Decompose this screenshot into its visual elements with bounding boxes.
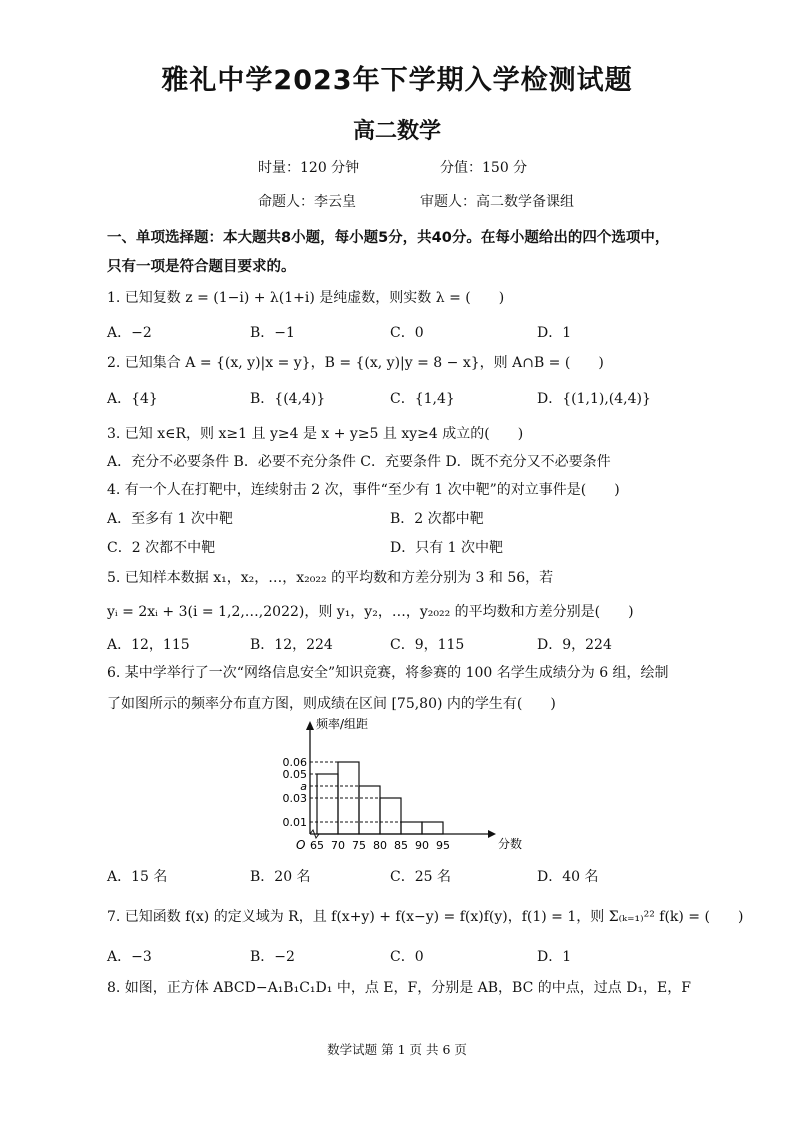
x-tick-label: 75: [352, 839, 366, 852]
exam-author: 命题人：李云皇: [258, 194, 356, 210]
histogram-bar: [380, 798, 401, 834]
question-1: 1. 已知复数 z = (1−i) + λ(1+i) 是纯虚数，则实数 λ = ( ): [107, 290, 505, 306]
section-heading-line2: 只有一项是符合题目要求的。: [107, 259, 296, 275]
x-tick-label: 85: [394, 839, 408, 852]
question-2: 2. 已知集合 A = {(x, y)|x = y}，B = {(x, y)|y = 8 − x}，则 A∩B = ( ): [107, 355, 604, 371]
q7-option-a: A．−3: [107, 949, 152, 965]
y-tick-label: a: [300, 780, 307, 793]
question-6-line1: 6. 某中学举行了一次“网络信息安全”知识竞赛，将参赛的 100 名学生成绩分为 6 组，绘制: [107, 665, 669, 681]
q2-option-a: A．{4}: [107, 391, 158, 407]
q4-option-c: C．2 次都不中靶: [107, 540, 216, 556]
q1-option-a: A．−2: [107, 325, 152, 341]
histogram-bar: [317, 774, 338, 834]
question-3: 3. 已知 x∈R，则 x≥1 且 y≥4 是 x + y≥5 且 xy≥4 成立的( ): [107, 426, 524, 442]
y-tick-label: 0.01: [282, 816, 307, 829]
exam-reviewer: 审题人：高二数学备课组: [420, 194, 574, 210]
question-5-line1: 5. 已知样本数据 x₁，x₂，…，x₂₀₂₂ 的平均数和方差分别为 3 和 56，若: [107, 570, 554, 586]
x-tick-label: 70: [331, 839, 345, 852]
page-subtitle: 高二数学: [352, 119, 441, 144]
histogram-origin: O: [296, 838, 306, 852]
q6-option-a: A．15 名: [107, 869, 168, 885]
q2-option-b: B．{(4,4)}: [250, 391, 326, 407]
y-tick-label: 0.06: [282, 756, 307, 769]
q1-option-b: B．−1: [250, 325, 295, 341]
q7-option-d: D．1: [537, 949, 572, 965]
q1-option-d: D．1: [537, 325, 572, 341]
histogram-bar: [401, 822, 422, 834]
q6-option-d: D．40 名: [537, 869, 599, 885]
q2-option-d: D．{(1,1),(4,4)}: [537, 391, 651, 407]
histogram-x-ticks: [310, 839, 450, 852]
y-tick-label: 0.03: [282, 792, 307, 805]
q2-option-c: C．{1,4}: [390, 391, 455, 407]
q5-option-c: C．9，115: [390, 637, 465, 653]
q3-options: A．充分不必要条件 B．必要不充分条件 C．充要条件 D．既不充分又不必要条件: [107, 454, 611, 470]
page-footer: 数学试题 第 1 页 共 6 页: [327, 1042, 467, 1057]
exam-time: 时量：120 分钟: [258, 160, 360, 176]
histogram-y-label: 频率/组距: [316, 718, 369, 731]
question-5-line2: yᵢ = 2xᵢ + 3(i = 1,2,…,2022)，则 y₁，y₂，…，y₂₀₂₂ 的平均数和方差分别是( ): [107, 604, 634, 620]
x-tick-label: 80: [373, 839, 387, 852]
histogram-x-label: 分数: [498, 837, 523, 851]
q5-option-a: A．12，115: [107, 637, 190, 653]
histogram-bar: [422, 822, 443, 834]
histogram-guide-lines: [310, 762, 401, 822]
histogram-y-ticks: [283, 756, 308, 829]
section-heading-line1: 一、单项选择题：本大题共8小题，每小题5分，共40分。在每小题给出的四个选项中，: [107, 230, 670, 246]
q1-option-c: C．0: [390, 325, 424, 341]
q6-option-c: C．25 名: [390, 869, 451, 885]
q4-option-a: A．至多有 1 次中靶: [107, 511, 233, 527]
y-tick-label: 0.05: [282, 768, 307, 781]
x-tick-label: 95: [436, 839, 450, 852]
q4-option-d: D．只有 1 次中靶: [390, 540, 504, 556]
q7-option-b: B．−2: [250, 949, 295, 965]
frequency-histogram: [270, 718, 530, 858]
q7-option-c: C．0: [390, 949, 424, 965]
question-6-line2: 了如图所示的频率分布直方图，则成绩在区间 [75,80) 内的学生有( ): [107, 696, 556, 712]
question-7: 7. 已知函数 f(x) 的定义域为 R，且 f(x+y) + f(x−y) = f(x)f(y)，f(1) = 1，则 Σ₍ₖ₌₁₎²² f(k) = ( ): [107, 909, 744, 925]
histogram-bar: [359, 786, 380, 834]
exam-score: 分值：150 分: [440, 160, 528, 176]
x-tick-label: 65: [310, 839, 324, 852]
question-4: 4. 有一个人在打靶中，连续射击 2 次，事件“至少有 1 次中靶”的对立事件是( ): [107, 482, 620, 498]
x-tick-label: 90: [415, 839, 429, 852]
question-8: 8. 如图，正方体 ABCD−A₁B₁C₁D₁ 中，点 E，F，分别是 AB，BC 的中点，过点 D₁，E，F: [107, 980, 691, 996]
page-title: 雅礼中学2023年下学期入学检测试题: [161, 65, 633, 96]
q4-option-b: B．2 次都中靶: [390, 511, 484, 527]
q5-option-b: B．12，224: [250, 637, 333, 653]
q6-option-b: B．20 名: [250, 869, 311, 885]
q5-option-d: D．9，224: [537, 637, 612, 653]
